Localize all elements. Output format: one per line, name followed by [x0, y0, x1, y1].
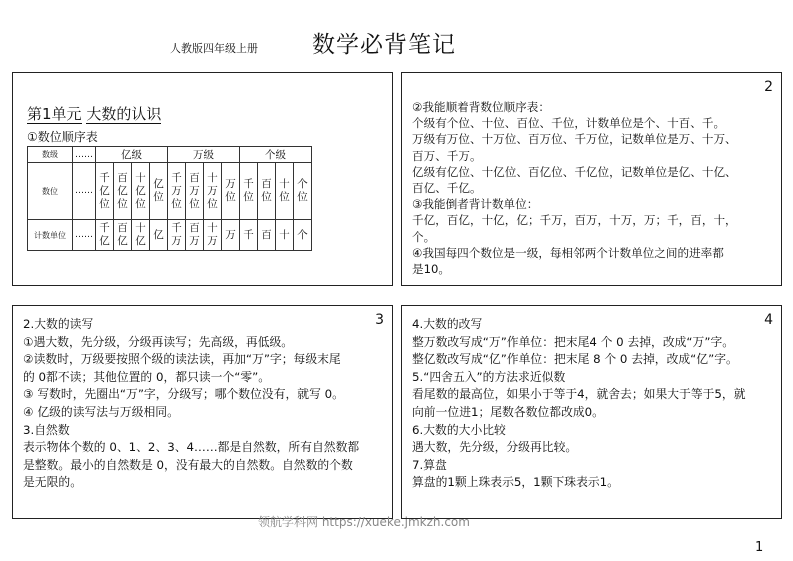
place-cell: 十 亿 位	[132, 163, 150, 220]
row-label: 数位	[28, 163, 73, 220]
text-line: 看尾数的最高位，如果小于等于4，就舍去；如果大于等于5，就	[412, 387, 746, 402]
text-line: ②我能顺着背数位顺序表：	[412, 100, 550, 114]
unit-cell: 千 亿	[96, 220, 114, 251]
row-dots: ……	[73, 147, 96, 163]
unit-cell: 百	[258, 220, 276, 251]
text-line: 整万数改写成“万”作单位：把末尾4 个 0 去掉，改成“万”字。	[412, 334, 735, 349]
place-cell: 亿 位	[150, 163, 168, 220]
text-line: 是无限的。	[23, 475, 82, 490]
place-cell: 千 亿 位	[96, 163, 114, 220]
unit-cell: 百 亿	[114, 220, 132, 251]
unit-subtitle: ①数位顺序表	[27, 130, 98, 144]
place-cell: 百 位	[258, 163, 276, 220]
page-number: 1	[755, 540, 764, 555]
text-line: 百亿、千亿。	[412, 181, 482, 196]
text-line: 5.“四舍五入”的方法求近似数	[412, 369, 566, 384]
text-line: 个。	[412, 229, 436, 244]
panel-text	[412, 316, 771, 492]
panel-number: 4	[764, 312, 773, 328]
text-line: 算盘的1颗上珠表示5，1颗下珠表示1。	[412, 475, 619, 490]
place-cell: 千 万 位	[168, 163, 186, 220]
unit-cell: 亿	[150, 220, 168, 251]
panel-2	[401, 72, 782, 286]
unit-title-a: 第1单元	[27, 105, 82, 123]
text-line: 6.大数的大小比较	[412, 422, 506, 437]
text-line: 是整数。最小的自然数是 0，没有最大的自然数。自然数的个数	[23, 457, 353, 472]
text-line: 整亿数改写成“亿”作单位：把末尾 8 个 0 去掉，改成“亿”字。	[412, 352, 738, 367]
panel-text	[23, 316, 382, 492]
text-line: 千亿，百亿，十亿，亿；千万，百万，十万，万；千，百，十，	[412, 213, 737, 228]
text-line: 遇大数，先分级，分级再比较。	[412, 440, 578, 455]
panel-number: 2	[764, 79, 773, 95]
text-line: 4.大数的改写	[412, 317, 483, 331]
place-cell: 千 位	[240, 163, 258, 220]
place-cell: 百 亿 位	[114, 163, 132, 220]
place-cell: 十 万 位	[204, 163, 222, 220]
text-line: 百万、千万。	[412, 148, 482, 163]
row-label: 计数单位	[28, 220, 73, 251]
page-title: 数学必背笔记	[312, 32, 456, 58]
text-line: 向前一位进1；尾数各数位都改成0。	[412, 404, 604, 419]
text-line: 的 0都不读；其他位置的 0，都只读一个“零”。	[23, 369, 271, 384]
panel-3	[12, 305, 393, 519]
place-cell: 个 位	[294, 163, 312, 220]
unit-cell: 十 亿	[132, 220, 150, 251]
text-line: ③ 写数时，先圈出“万”字，分级写；哪个数位没有，就写 0。	[23, 387, 344, 402]
panel-unit1	[12, 72, 393, 286]
text-line: 7.算盘	[412, 457, 447, 472]
unit-title-b: 大数的认识	[86, 105, 162, 123]
table-row-levels	[28, 147, 312, 163]
unit-cell: 千 万	[168, 220, 186, 251]
table-row-units	[28, 220, 312, 251]
text-line: ②读数时，万级要按照个级的读法读，再加“万”字；每级末尾	[23, 352, 341, 367]
panel-text	[412, 99, 771, 277]
watermark: 领航学科网 https://xueke.jmkzh.com	[258, 515, 470, 529]
header-subtitle: 人教版四年级上册	[170, 42, 258, 55]
text-line: 个级有个位、十位、百位、千位，计数单位是个、十百、千。	[412, 116, 726, 131]
group-yi: 亿级	[96, 147, 168, 163]
text-line: ①遇大数，先分级，分级再读写；先高级，再低级。	[23, 334, 294, 349]
unit-cell: 十 万	[204, 220, 222, 251]
place-cell: 百 万 位	[186, 163, 204, 220]
unit-title	[27, 103, 161, 124]
row-dots: ……	[73, 163, 96, 220]
text-line: ④ 亿级的读写法与万级相同。	[23, 404, 179, 419]
table-row-places	[28, 163, 312, 220]
unit-cell: 万	[222, 220, 240, 251]
text-line: 万级有万位、十万位、百万位、千万位，记数单位是万、十万、	[412, 132, 737, 147]
text-line: ③我能倒者背计数单位：	[412, 197, 539, 212]
panel-4	[401, 305, 782, 519]
row-label: 数级	[28, 147, 73, 163]
unit-cell: 十	[276, 220, 294, 251]
text-line: 2.大数的读写	[23, 317, 94, 331]
group-wan: 万级	[168, 147, 240, 163]
unit-cell: 百 万	[186, 220, 204, 251]
unit-cell: 千	[240, 220, 258, 251]
unit-cell: 个	[294, 220, 312, 251]
place-cell: 十 位	[276, 163, 294, 220]
group-ge: 个级	[240, 147, 312, 163]
place-value-table	[27, 146, 312, 251]
text-line: 表示物体个数的 0、1、2、3、4……都是自然数，所有自然数都	[23, 440, 360, 455]
text-line: 亿级有亿位、十亿位、百亿位、千亿位，记数单位是亿、十亿、	[412, 164, 737, 179]
text-line: 3.自然数	[23, 422, 70, 437]
text-line: 是10。	[412, 262, 450, 277]
text-line: ④我国每四个数位是一级，每相邻两个计数单位之间的进率都	[412, 245, 724, 260]
row-dots: ……	[73, 220, 96, 251]
panel-number: 3	[375, 312, 384, 328]
place-cell: 万 位	[222, 163, 240, 220]
